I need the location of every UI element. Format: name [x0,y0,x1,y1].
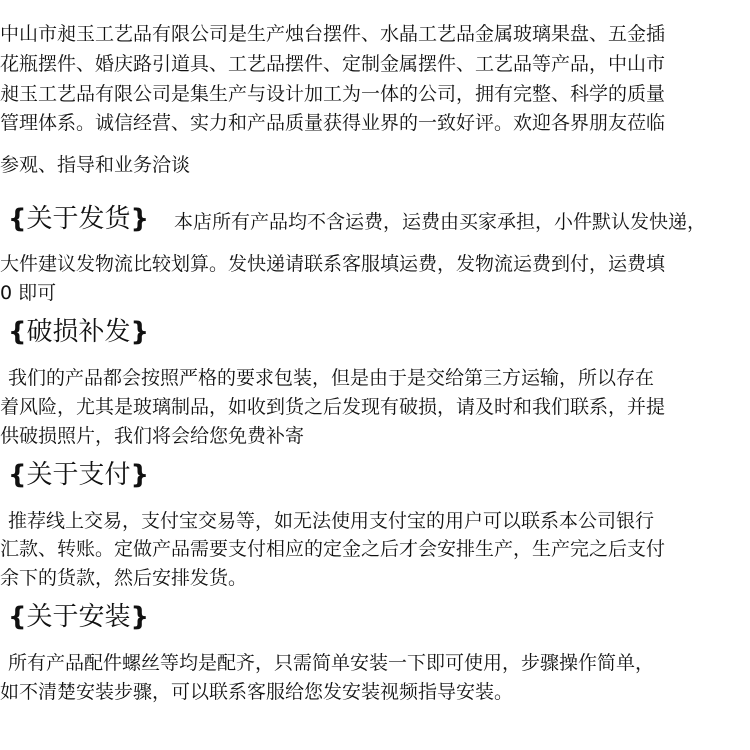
shipping-line-2: 大件建议发物流比较划算。发快递请联系客服填运费，发物流运费到付，运费填 [0,253,666,275]
install-line-2: 如不清楚安装步骤，可以联系客服给您发安装视频指导安装。 [0,681,514,703]
left-brace: { [8,460,27,490]
intro-line-3: 昶玉工艺品有限公司是集生产与设计加工为一体的公司，拥有完整、科学的质量 [0,83,666,105]
intro-line-1: 中山市昶玉工艺品有限公司是生产烛台摆件、水晶工艺品金属玻璃果盘、五金插 [0,23,666,45]
shipping-line-1: 本店所有产品均不含运费，运费由买家承担，小件默认发快递， [174,211,707,233]
right-brace: } [130,204,150,234]
section-heading-damage-text: 破损补发 [26,317,131,347]
section-heading-damage [8,316,149,348]
right-brace: } [130,317,150,347]
payment-line-3: 余下的货款，然后安排发货。 [0,567,248,589]
left-brace: { [8,317,27,347]
damage-line-2: 着风险，尤其是玻璃制品，如收到货之后发现有破损，请及时和我们联系，并提 [0,396,666,418]
right-brace: } [130,460,150,490]
right-brace: } [130,602,150,632]
install-line-1: 所有产品配件螺丝等均是配齐，只需简单安装一下即可使用，步骤操作简单， [8,652,655,674]
section-heading-shipping-text: 关于发货 [26,204,131,234]
damage-line-3: 供破损照片，我们将会给您免费补寄 [0,425,305,447]
intro-line-4: 管理体系。诚信经营、实力和产品质量获得业界的一致好评。欢迎各界朋友莅临 [0,112,666,134]
section-heading-install [8,601,149,633]
section-heading-install-text: 关于安装 [26,602,131,632]
section-heading-shipping [8,203,149,235]
left-brace: { [8,602,27,632]
intro-line-5: 参观、指导和业务洽谈 [0,154,191,176]
section-heading-payment [8,459,149,491]
payment-line-2: 汇款、转账。定做产品需要支付相应的定金之后才会安排生产，生产完之后支付 [0,538,666,560]
left-brace: { [8,204,27,234]
section-heading-payment-text: 关于支付 [26,460,131,490]
damage-line-1: 我们的产品都会按照严格的要求包装，但是由于是交给第三方运输，所以存在 [8,367,655,389]
payment-line-1: 推荐线上交易，支付宝交易等，如无法使用支付宝的用户可以联系本公司银行 [8,510,655,532]
intro-line-2: 花瓶摆件、婚庆路引道具、工艺品摆件、定制金属摆件、工艺品等产品，中山市 [0,53,666,75]
shipping-line-3: 0 即可 [0,282,57,304]
